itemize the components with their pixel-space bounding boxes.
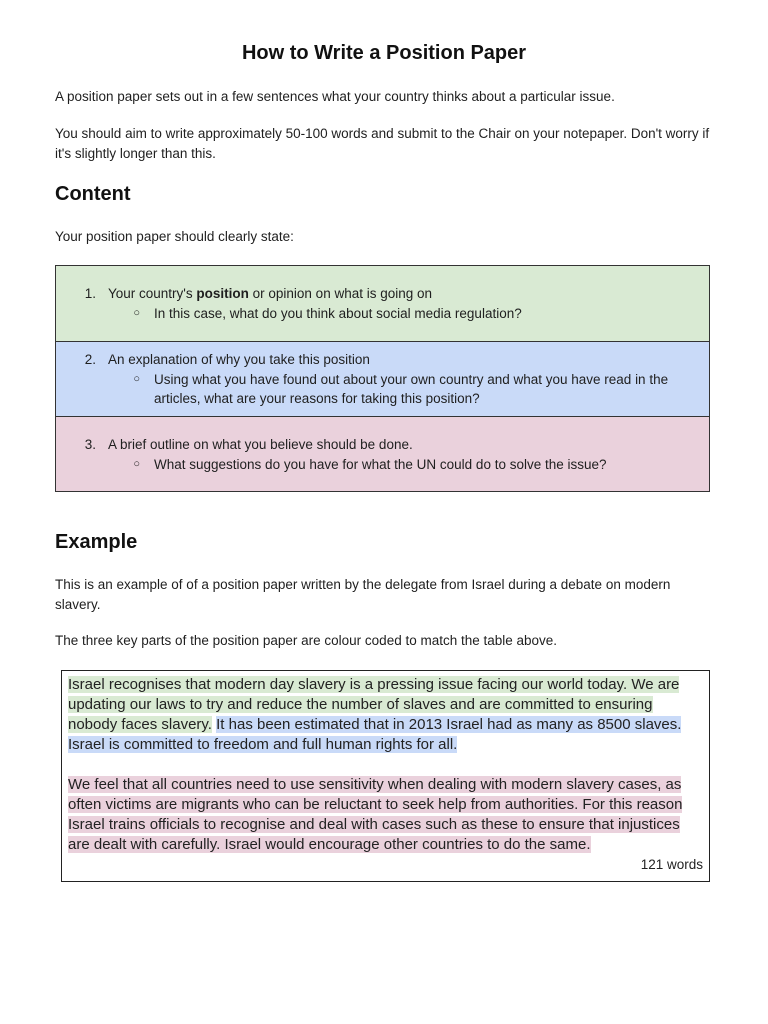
- list-item: [56, 435, 709, 455]
- highlight-outline: We feel that all countries need to use sensitivity when dealing with modern slavery cases, as often victims are migrants who can be reluctant to seek help from authorities. For this reason Israel trains officials to recognise and deal with cases such as these to ensure that injustices are dealt with carefully. Israel would encourage other countries to do the same.: [68, 776, 683, 853]
- item-number: 3.: [84, 437, 96, 452]
- sub-item-text: Using what you have found out about your own country and what you have read in the articles, what are your reasons for taking this position?: [154, 371, 669, 406]
- list-item: [56, 350, 709, 370]
- bullet-icon: ○: [133, 306, 140, 319]
- content-lead: Your position paper should clearly state:: [55, 229, 294, 244]
- example-paper-paragraph-2: [68, 775, 703, 855]
- sub-item-text: In this case, what do you think about social media regulation?: [154, 305, 522, 321]
- intro-paragraph-1: A position paper sets out in a few sentences what your country thinks about a particular issue.: [55, 89, 615, 104]
- page-title: How to Write a Position Paper: [241, 42, 527, 64]
- item-number: 1.: [84, 286, 96, 301]
- highlight-explanation: It has been estimated that in 2013 Israel had as many as 8500 slaves. Israel is committed to freedom and full human rights for all.: [68, 716, 682, 753]
- item-text: An explanation of why you take this position: [108, 352, 370, 367]
- sub-item: [56, 370, 709, 409]
- sub-item: [56, 455, 709, 475]
- content-heading: Content: [55, 183, 131, 205]
- item-text: [108, 284, 432, 304]
- table-row-position: [56, 266, 709, 342]
- table-row-outline: [56, 417, 709, 491]
- bullet-icon: ○: [133, 457, 140, 470]
- bullet-icon: ○: [133, 372, 140, 385]
- highlight-position: Israel recognises that modern day slavery is a pressing issue facing our world today. We are updating our laws to try and reduce the number of slaves and are committed to ensuring nobody faces slavery.: [68, 676, 680, 733]
- item-text-bold: position: [196, 286, 249, 301]
- position-parts-table: [55, 265, 710, 492]
- item-text-post: or opinion on what is going on: [248, 286, 433, 301]
- list-item: [56, 284, 709, 304]
- example-heading: Example: [55, 531, 138, 553]
- example-paper-paragraph-1: [68, 675, 703, 755]
- example-position-paper: [61, 670, 710, 882]
- example-paragraph-1: This is an example of of a position paper written by the delegate from Israel during a debate on modern slavery.: [55, 577, 671, 612]
- sub-item-text: What suggestions do you have for what the UN could do to solve the issue?: [154, 456, 607, 472]
- item-text-pre: Your country's: [108, 286, 197, 301]
- example-paragraph-2: The three key parts of the position paper are colour coded to match the table above.: [55, 633, 558, 648]
- sub-item: [56, 304, 709, 324]
- table-row-explanation: [56, 342, 709, 417]
- item-number: 2.: [84, 352, 96, 367]
- word-count: 121 words: [640, 857, 703, 872]
- item-text: A brief outline on what you believe should be done.: [108, 437, 413, 452]
- intro-paragraph-2: You should aim to write approximately 50-100 words and submit to the Chair on your notepaper. Don't worry if it's slightly longer than this.: [55, 126, 710, 161]
